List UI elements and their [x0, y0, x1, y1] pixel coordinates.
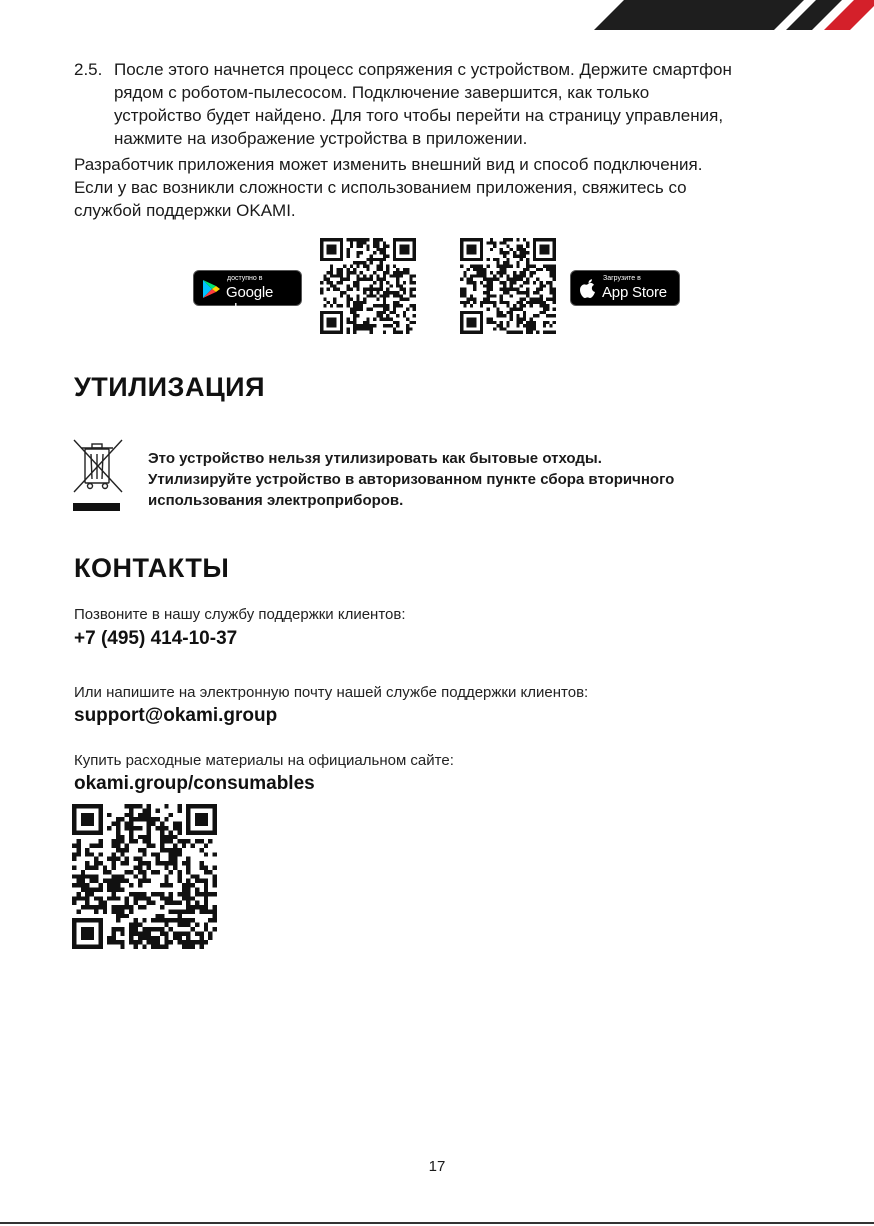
note-line: службой поддержки OKAMI. — [74, 201, 296, 220]
page-number: 17 — [428, 1158, 446, 1175]
app-store-badge[interactable] — [570, 270, 680, 306]
crossed-bin-icon — [68, 436, 126, 514]
google-play-label: Google play — [226, 284, 274, 318]
step-2-5 — [74, 58, 804, 150]
step-line: устройство будет найдено. Для того чтобы перейти на страницу управления, — [114, 106, 724, 125]
support-phone[interactable]: +7 (495) 414-10-37 — [74, 628, 238, 649]
google-play-small-label: доступно в — [227, 275, 263, 282]
google-play-qr-code — [320, 238, 416, 334]
note-line: Если у вас возникли сложности с использованием приложения, свяжитесь со — [74, 178, 687, 197]
app-store-label: App Store — [602, 284, 667, 301]
step-line: После этого начнется процесс сопряжения с устройством. Держите смартфон — [114, 60, 732, 79]
disposal-line: использования электроприборов. — [148, 492, 404, 509]
google-play-badge[interactable] — [193, 270, 302, 318]
step-line: рядом с роботом-пылесосом. Подключение завершится, как только — [114, 83, 650, 102]
phone-label: Позвоните в нашу службу поддержки клиентов: — [74, 606, 406, 623]
support-email[interactable]: support@okami.group — [74, 705, 278, 726]
disposal-block — [68, 436, 808, 516]
instructions — [74, 58, 804, 222]
developer-note — [74, 153, 804, 222]
consumables-qr-code — [72, 804, 217, 949]
app-store-small-label: Загрузите в — [603, 275, 641, 282]
bottom-rule — [0, 1222, 874, 1224]
contacts-heading: КОНТАКТЫ — [74, 553, 230, 583]
google-play-icon — [201, 279, 221, 299]
app-store-qr-code — [460, 238, 556, 334]
app-downloads — [193, 238, 683, 338]
step-number: 2.5. — [74, 60, 103, 79]
corner-decoration — [584, 0, 874, 30]
note-line: Разработчик приложения может изменить внешний вид и способ подключения. — [74, 155, 703, 174]
disposal-text — [148, 448, 674, 511]
email-label: Или напишите на электронную почту нашей службе поддержки клиентов: — [74, 684, 589, 701]
disposal-line: Утилизируйте устройство в авторизованном пункте сбора вторичного — [148, 471, 675, 488]
site-label: Купить расходные материалы на официальном сайте: — [74, 752, 454, 769]
step-line: нажмите на изображение устройства в приложении. — [114, 129, 528, 148]
apple-icon — [579, 279, 597, 299]
disposal-line: Это устройство нельзя утилизировать как бытовые отходы. — [148, 450, 602, 467]
consumables-link[interactable]: okami.group/consumables — [74, 773, 315, 794]
disposal-heading: УТИЛИЗАЦИЯ — [74, 372, 265, 402]
